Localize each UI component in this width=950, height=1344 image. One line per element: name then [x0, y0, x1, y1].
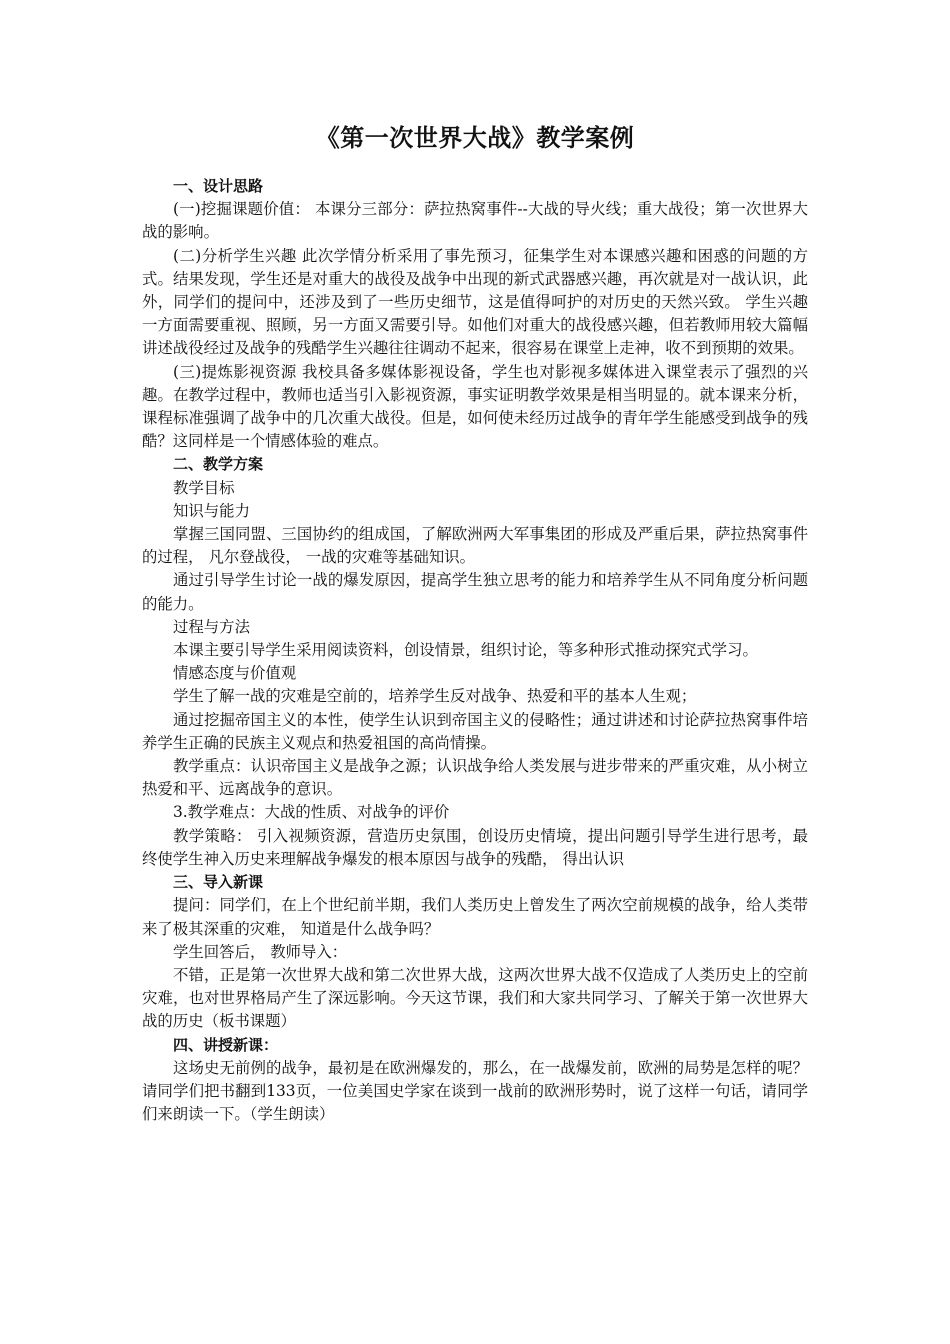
paragraph: 学生回答后， 教师导入：	[173, 942, 348, 961]
paragraph: 不错，正是第一次世界大战和第二次世界大战，这两次世界大战不仅造成了人类历史上的空前灾难，也对世界格局产生了深远影响。今天这节课，我们和大家共同学习、了解关于第一次世界大战的历史（板书课题）	[142, 965, 808, 1031]
paragraph: 提问：同学们，在上个世纪前半期，我们人类历史上曾发生了两次空前规模的战争，给人类带来了极其深重的灾难， 知道是什么战争吗？	[142, 896, 808, 938]
document-title: 《第一次世界大战》教学案例	[315, 124, 635, 152]
subheading: 情感态度与价值观	[173, 664, 297, 683]
section-heading: 一、设计思路	[173, 177, 264, 195]
paragraph: (一)挖掘课题价值： 本课分三部分：萨拉热窝事件--大战的导火线；重大战役；第一次世界大战的影响。	[142, 200, 808, 242]
section-heading: 三、导入新课	[173, 873, 264, 892]
subheading: 教学目标	[173, 478, 235, 497]
section-heading: 二、教学方案	[173, 455, 264, 474]
paragraph: 本课主要引导学生采用阅读资料，创设情景，组织讨论，等多种形式推动探究式学习。	[173, 641, 758, 660]
paragraph: 3.教学难点：大战的性质、对战争的评价	[173, 803, 450, 822]
paragraph: 教学策略： 引入视频资源，营造历史氛围，创设历史情境，提出问题引导学生进行思考，最终使学生神入历史来理解战争爆发的根本原因与战争的残酷， 得出认识	[142, 826, 808, 868]
paragraph: 通过挖掘帝国主义的本性，使学生认识到帝国主义的侵略性；通过讲述和讨论萨拉热窝事件培养学生正确的民族主义观点和热爱祖国的高尚情操。	[142, 710, 808, 752]
paragraph: (三)提炼影视资源 我校具备多媒体影视设备，学生也对影视多媒体进入课堂表示了强烈的兴趣。在教学过程中，教师也适当引入影视资源，事实证明教学效果是相当明显的。就本课来分析，课程标准强调了战争中的几次重大战役。但是，如何使未经历过战争的青年学生能感受到战争的残酷？这同样是一个情感体验的难点。	[142, 362, 808, 451]
subheading: 知识与能力	[173, 501, 250, 520]
paragraph: 通过引导学生讨论一战的爆发原因，提高学生独立思考的能力和培养学生从不同角度分析问题的能力。	[142, 571, 808, 613]
paragraph: 学生了解一战的灾难是空前的，培养学生反对战争、热爱和平的基本人生观；	[173, 687, 697, 706]
document-body	[142, 175, 808, 1126]
subheading: 过程与方法	[173, 617, 250, 636]
paragraph: 教学重点：认识帝国主义是战争之源；认识战争给人类发展与进步带来的严重灾难，从小树立热爱和平、远离战争的意识。	[142, 757, 808, 799]
paragraph: 这场史无前例的战争，最初是在欧洲爆发的，那么，在一战爆发前，欧洲的局势是怎样的呢？请同学们把书翻到133页，一位美国史学家在谈到一战前的欧洲形势时，说了这样一句话，请同学们来朗读一下。（学生朗读）	[142, 1058, 808, 1124]
section-heading: 四、讲授新课：	[173, 1035, 279, 1054]
paragraph: (二)分析学生兴趣 此次学情分析采用了事先预习，征集学生对本课感兴趣和困惑的问题的方式。结果发现，学生还是对重大的战役及战争中出现的新式武器感兴趣，再次就是对一战认识，此外，同学们的提问中，还涉及到了一些历史细节，这是值得呵护的对历史的天然兴致。 学生兴趣一方面需要重视、照顾，另一方面又需要引导。如他们对重大的战役感兴趣，但若教师用较大篇幅讲述战役经过及战争的残酷学生兴趣往往调动不起来，很容易在课堂上走神，收不到预期的效果。	[142, 246, 808, 358]
paragraph: 掌握三国同盟、三国协约的组成国，了解欧洲两大军事集团的形成及严重后果，萨拉热窝事件的过程， 凡尔登战役， 一战的灾难等基础知识。	[142, 525, 808, 567]
